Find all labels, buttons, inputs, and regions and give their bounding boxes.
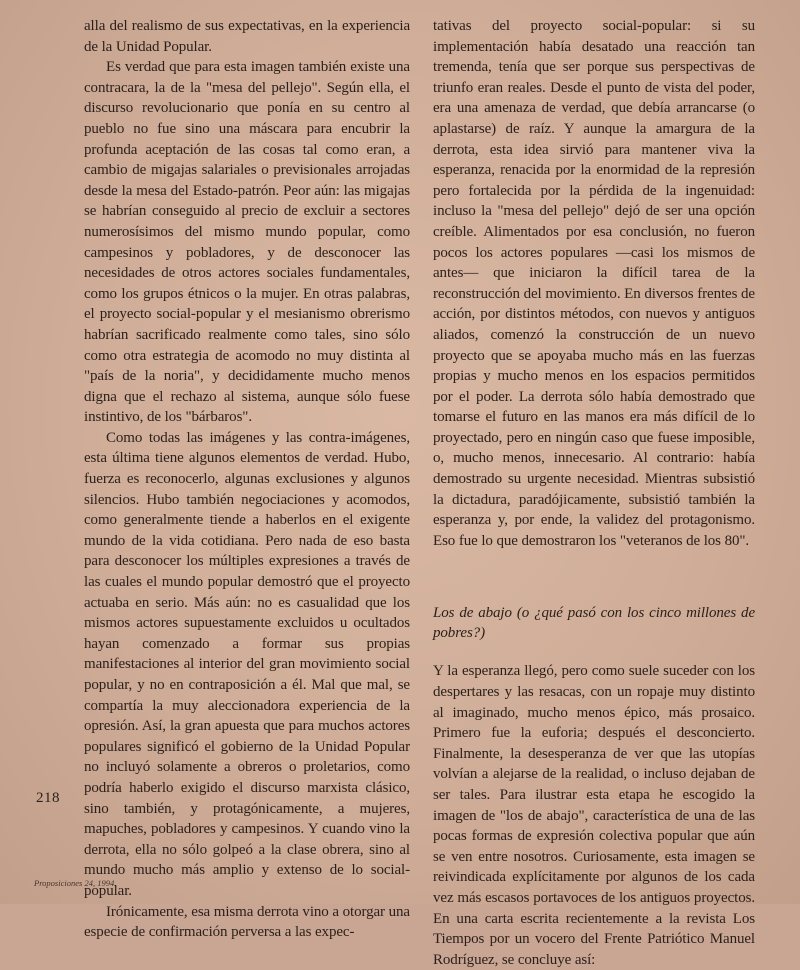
paragraph: Irónicamente, esa misma derrota vino a otorgar una especie de confirmación perversa a las expec- (84, 903, 410, 941)
right-text-column (433, 16, 755, 970)
page-footer: Proposiciones 24, 1994 (34, 878, 115, 888)
paragraph: Como todas las imágenes y las contra-imágenes, esta última tiene algunos elementos de verdad. Hubo, fuerza es reconocerlo, algunas exclusiones y algunos silencios. Hubo también negociaciones y acomodos, como generalmente tiende a haberlos en el exigente mundo de la vida cotidiana. Pero nada de eso basta para desconocer los múltiples expresiones a través de las cuales el mundo popular demostró que el proyecto actuaba en serio. Más aún: no es casualidad que los mismos actores supuestamente excluidos u ocultados hayan comenzado a formar sus propias manifestaciones al interior del gran movimiento social popular, y no en contraposición a él. Mal que mal, se compartía la muy aleccionadora experiencia de la opresión. Así, la gran apuesta que para muchos actores populares significó el gobierno de la Unidad Popular no incluyó solamente a obreros o proletarios, como podría haberlo exigido el discurso marxista clásico, sino también, y protagónicamente, a mujeres, mapuches, pobladores y campesinos. Y cuando vino la derrota, ella no sólo golpeó a la clase obrera, sino al mundo mucho más amplio y extenso de lo social-popular. (84, 429, 410, 899)
paragraph: tativas del proyecto social-popular: si su implementación había desatado una reacción tan tremenda, tenía que ser porque sus perspectivas de triunfo eran reales. Desde el punto de vista del poder, era una amenaza de verdad, que debía arrancarse (o aplastarse) de raíz. Y aunque la amargura de la derrota, esta idea sirvió para mantener viva la esperanza, renacida por la enormidad de la represión pero fortalecida por la pérdida de la ingenuidad: incluso la "mesa del pellejo" dejó de ser una opción creíble. Alimentados por esa conclusión, no fueron pocos los actores populares —casi los mismos de antes— que iniciaron la difícil tarea de la reconstrucción del movimiento. En diversos frentes de acción, por distintos métodos, con nuevos y antiguos aliados, comenzó la construcción de un nuevo proyecto que se apoyaba mucho más en las fuerzas propias y mucho menos en los espacios permitidos por el poder. La derrota sólo había demostrado que tomarse el futuro en las manos era más difícil de lo proyectado, pero en ningún caso que fuese imposible, o, mucho menos, innecesario. Al contrario: había demostrado su urgente necesidad. Mientras subsistió la dictadura, paradójicamente, subsistió también la esperanza y, por ende, la validez del protagonismo. Eso fue lo que demostraron los "veteranos de los 80". (433, 18, 755, 549)
section-heading: Los de abajo (o ¿qué pasó con los cinco millones de pobres?) (433, 605, 755, 642)
page-number: 218 (36, 790, 60, 806)
paragraph: Es verdad que para esta imagen también existe una contracara, la de la "mesa del pellejo". Según ella, el discurso revolucionario que ponía en su centro al pueblo no fue sino una máscara para encubrir la profunda aceptación de las cosas tal como eran, a cambio de migajas salariales o previsionales arrojadas desde la mesa del Estado-patrón. Peor aún: las migajas se habrían conseguido al precio de excluir a sectores numerosísimos del mismo mundo popular, como campesinos y pobladores, y de desconocer las necesidades de otros actores sociales fundamentales, como los grupos étnicos o la mujer. En otras palabras, el proyecto social-popular y el mesianismo obrerismo habrían sacrificado realmente como tales, sino sólo como otra estrategia de acomodo no muy distinta al "país de la noria", y decididamente mucho menos digna que el rechazo al sistema, aunque sólo fuese instintivo, de los "bárbaros". (84, 59, 410, 426)
paragraph: alla del realismo de sus expectativas, en la experiencia de la Unidad Popular. (84, 18, 410, 55)
left-text-column (84, 16, 410, 943)
paragraph: Y la esperanza llegó, pero como suele suceder con los despertares y las resacas, con un ropaje muy distinto al imaginado, mucho menos épico, más prosaico. Primero fue la euforia; después el desconcierto. Finalmente, la desesperanza de ver que las utopías volvían a alejarse de la realidad, o incluso dejaban de ser tales. Para ilustrar esta etapa he escogido la imagen de "los de abajo", característica de una de las pocas formas de expresión colectiva popular que aún se ven entre nosotros. Curiosamente, esta imagen se reivindicada explícitamente por algunos de los cada vez más escasos portavoces de los antiguos proyectos. En una carta escrita recientemente a la revista Los Tiempos por un vocero del Frente Patriótico Manuel Rodríguez, se concluye así: (433, 663, 755, 968)
